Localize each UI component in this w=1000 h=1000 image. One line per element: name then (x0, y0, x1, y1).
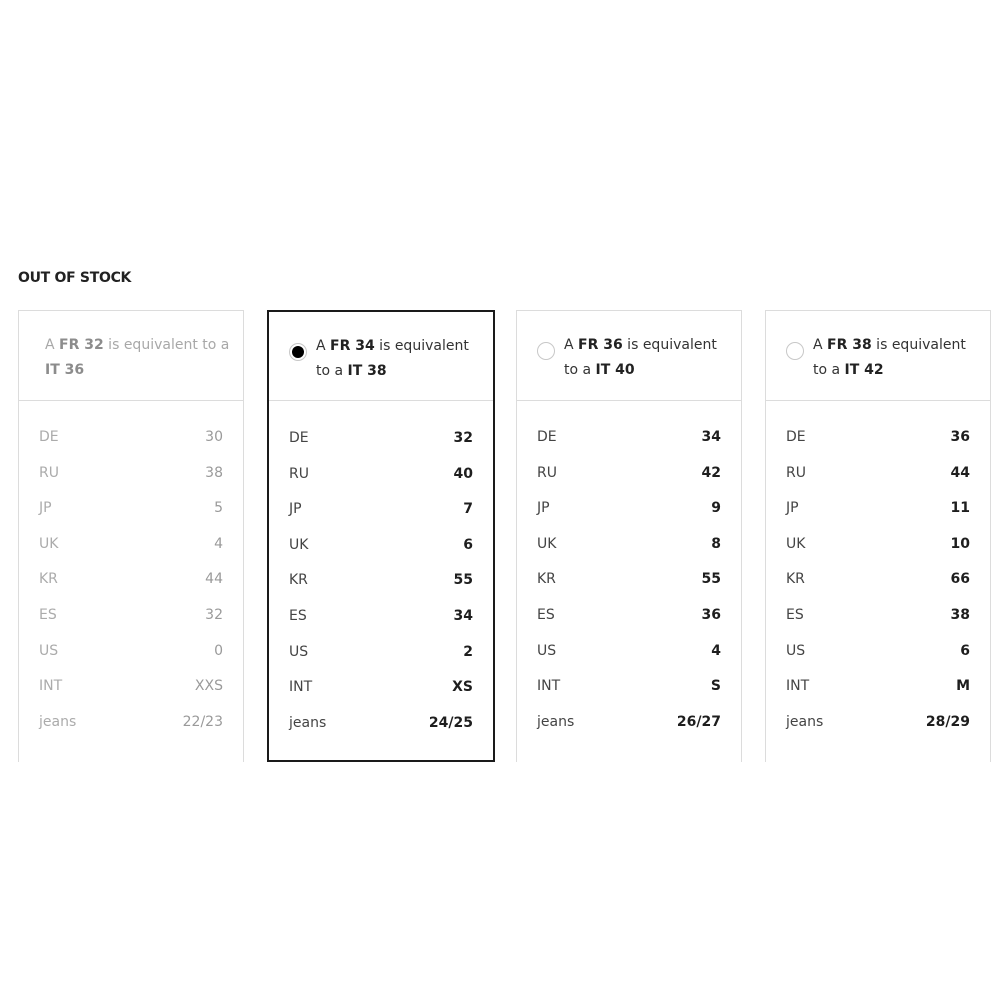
size-value: 38 (205, 464, 223, 481)
size-row-jeans (289, 707, 473, 743)
size-value: S (710, 678, 721, 695)
size-system-label: jeans (289, 714, 327, 731)
size-value: M (956, 678, 970, 695)
size-value: 32 (453, 430, 473, 446)
size-value: 28/29 (925, 713, 970, 730)
size-system-label: JP (289, 501, 302, 518)
fr-size: FR 38 (827, 337, 872, 353)
size-row-ru (39, 457, 223, 493)
size-row-us (39, 635, 223, 671)
size-system-label: JP (39, 500, 52, 517)
size-system-label: KR (537, 571, 556, 588)
size-card-header (269, 312, 493, 401)
size-system-label: DE (786, 429, 806, 445)
radio-selected-icon[interactable] (289, 343, 307, 361)
it-size: IT 36 (45, 362, 85, 378)
size-row-jp (786, 492, 970, 528)
size-value: 5 (214, 500, 223, 517)
size-value: 8 (711, 535, 721, 552)
size-system-label: KR (786, 571, 805, 588)
size-system-label: JP (537, 500, 550, 517)
size-row-ru (537, 457, 721, 493)
size-row-jeans (537, 706, 721, 742)
size-value: 55 (701, 571, 721, 588)
size-system-label: US (39, 642, 59, 659)
size-row-de (39, 421, 223, 457)
size-system-label: RU (537, 464, 557, 481)
size-system-label: US (537, 642, 557, 659)
radio-unselected-icon[interactable] (537, 342, 555, 360)
size-equivalence-text (45, 333, 230, 383)
size-row-es (289, 600, 473, 636)
size-card-header (19, 311, 243, 401)
size-equivalence-text (813, 333, 978, 383)
size-value: 55 (453, 572, 473, 589)
size-system-label: RU (289, 465, 309, 482)
size-value: 44 (205, 571, 223, 588)
size-card-header (766, 311, 990, 401)
size-system-label: RU (39, 464, 59, 481)
size-system-label: ES (39, 606, 57, 623)
size-row-es (39, 599, 223, 635)
size-row-jeans (786, 706, 970, 742)
equivalence-prefix: A (45, 337, 60, 353)
size-row-de (537, 421, 721, 457)
size-row-int (39, 670, 223, 706)
size-row-jp (537, 492, 721, 528)
size-system-label: JP (786, 500, 799, 517)
size-value: 10 (950, 535, 970, 552)
size-row-kr (786, 563, 970, 599)
size-value: 2 (463, 643, 473, 660)
size-system-label: US (786, 642, 806, 659)
fr-size: FR 36 (578, 337, 623, 353)
size-system-label: INT (289, 679, 313, 696)
size-row-us (786, 635, 970, 671)
size-value: 9 (711, 500, 721, 517)
size-value: 36 (950, 429, 970, 445)
size-value: 6 (960, 642, 970, 659)
size-value: 32 (205, 606, 223, 623)
size-row-kr (289, 564, 473, 600)
size-row-ru (786, 457, 970, 493)
size-value: 26/27 (676, 713, 721, 730)
size-row-es (786, 599, 970, 635)
size-system-label: KR (39, 571, 58, 588)
size-system-label: DE (537, 429, 557, 445)
fr-size: FR 34 (330, 338, 375, 354)
size-system-label: INT (39, 678, 63, 695)
size-value: XXS (194, 678, 223, 695)
size-card-fr-34[interactable] (267, 310, 495, 762)
size-row-kr (537, 563, 721, 599)
size-value: 30 (205, 429, 223, 445)
size-value: 34 (453, 607, 473, 624)
size-row-de (289, 422, 473, 458)
size-value: XS (452, 679, 473, 696)
size-system-label: jeans (786, 713, 824, 730)
size-system-label: DE (39, 429, 59, 445)
equivalence-middle: is equivalent to a (103, 337, 230, 353)
it-size: IT 40 (595, 362, 635, 378)
size-card-header (517, 311, 741, 401)
size-value: 44 (950, 464, 970, 481)
size-system-label: ES (786, 606, 804, 623)
size-value: 24/25 (428, 714, 473, 731)
size-row-es (537, 599, 721, 635)
size-conversion-list (786, 421, 970, 741)
size-system-label: UK (39, 535, 59, 552)
out-of-stock-label: OUT OF STOCK (18, 270, 132, 286)
size-system-label: ES (289, 607, 307, 624)
size-card-fr-38[interactable] (765, 310, 991, 762)
size-system-label: jeans (39, 713, 77, 730)
size-value: 42 (701, 464, 721, 481)
equivalence-middle: is equivalent to a (564, 337, 717, 378)
size-value: 36 (701, 606, 721, 623)
radio-unselected-icon[interactable] (786, 342, 804, 360)
size-row-kr (39, 563, 223, 599)
size-system-label: INT (786, 678, 810, 695)
size-value: 0 (214, 642, 223, 659)
size-system-label: UK (537, 535, 557, 552)
equivalence-prefix: A (813, 337, 828, 353)
equivalence-middle: is equivalent to a (316, 338, 469, 379)
size-row-int (289, 671, 473, 707)
size-row-uk (289, 529, 473, 565)
size-row-jp (39, 492, 223, 528)
size-conversion-list (39, 421, 223, 741)
equivalence-prefix: A (316, 338, 331, 354)
size-system-label: UK (289, 536, 309, 553)
size-row-us (289, 636, 473, 672)
size-row-uk (537, 528, 721, 564)
size-equivalence-text (316, 334, 481, 384)
size-row-jeans (39, 706, 223, 742)
size-row-int (786, 670, 970, 706)
size-row-us (537, 635, 721, 671)
size-system-label: UK (786, 535, 806, 552)
size-row-int (537, 670, 721, 706)
size-value: 38 (950, 606, 970, 623)
it-size: IT 38 (347, 363, 387, 379)
size-card-fr-32 (18, 310, 244, 762)
size-system-label: DE (289, 430, 309, 446)
size-system-label: US (289, 643, 309, 660)
size-row-uk (39, 528, 223, 564)
size-system-label: ES (537, 606, 555, 623)
size-row-ru (289, 458, 473, 494)
size-system-label: jeans (537, 713, 575, 730)
size-conversion-list (289, 422, 473, 742)
size-value: 11 (950, 500, 970, 517)
size-value: 34 (701, 429, 721, 445)
size-row-de (786, 421, 970, 457)
size-value: 6 (463, 536, 473, 553)
size-system-label: KR (289, 572, 308, 589)
size-value: 22/23 (182, 713, 223, 730)
size-row-uk (786, 528, 970, 564)
fr-size: FR 32 (59, 337, 104, 353)
size-value: 4 (711, 642, 721, 659)
size-card-fr-36[interactable] (516, 310, 742, 762)
size-row-jp (289, 493, 473, 529)
it-size: IT 42 (844, 362, 884, 378)
size-value: 7 (463, 501, 473, 518)
size-value: 4 (214, 535, 223, 552)
size-system-label: RU (786, 464, 806, 481)
size-value: 66 (950, 571, 970, 588)
size-options (18, 310, 996, 762)
size-system-label: INT (537, 678, 561, 695)
size-equivalence-text (564, 333, 729, 383)
size-conversion-list (537, 421, 721, 741)
equivalence-prefix: A (564, 337, 579, 353)
size-value: 40 (453, 465, 473, 482)
equivalence-middle: is equivalent to a (813, 337, 966, 378)
